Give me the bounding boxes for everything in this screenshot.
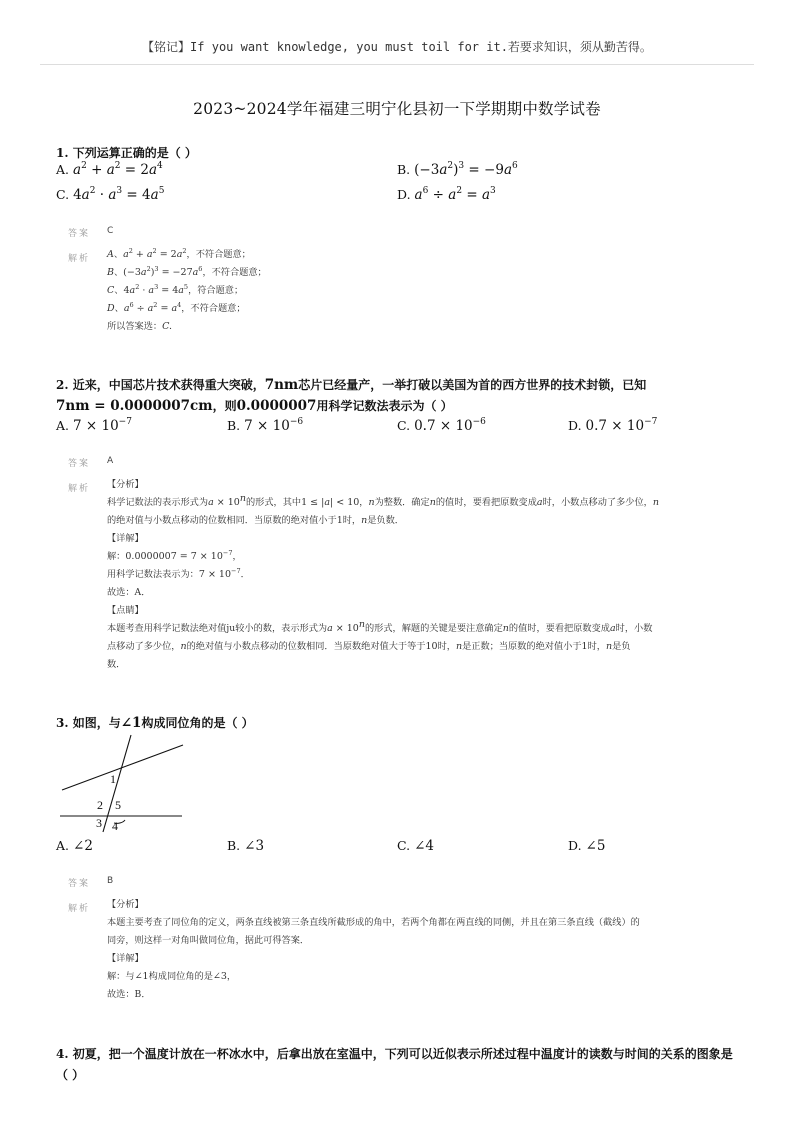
q3-analysis xyxy=(107,896,640,1004)
q2-analysis-para-1: 科学记数法的表示形式为$a \times 10^n$的形式，其中1 ≤ |a| < 10，n为整数．确定n的值时，要看把原数变成a时，小数点移动了多少位，n xyxy=(107,493,659,508)
question-3-stem: 3. 如图，与∠1构成同位角的是（ ） xyxy=(56,715,254,731)
q1-answer-value: C xyxy=(107,226,114,236)
q1-analysis-label: 解析 xyxy=(68,254,91,264)
q1-analysis xyxy=(107,246,267,336)
q3-option-d: D. ∠5 xyxy=(568,838,606,854)
q3-detail-line-1: 解：与∠1构成同位角的是∠3， xyxy=(107,971,237,982)
q2-answer-label: 答案 xyxy=(68,459,91,469)
q2-answer-value: A xyxy=(107,456,114,466)
question-4-stem-line-2: （ ） xyxy=(56,1068,85,1082)
q3-analysis-heading: 【分析】 xyxy=(107,899,144,910)
figure-label-3: 3 xyxy=(96,816,102,830)
figure-label-4: 4 xyxy=(112,819,118,833)
q1-option-c: C. $4a^2 \cdot a^3 = 4a^5$ xyxy=(56,186,165,203)
q3-answer-value: B xyxy=(107,876,114,886)
question-2-stem-line-1: 2. 近来，中国芯片技术获得重大突破，7nm芯片已经量产，一举打破以美国为首的西方世界的技术封锁，已知 xyxy=(56,377,647,393)
upper-line xyxy=(62,745,183,790)
q2-option-b: B. $7 \times 10^{-6}$ xyxy=(227,417,304,434)
q1-option-b: B. $(-3a^2)^3 = -9a^6$ xyxy=(397,161,518,178)
q1-answer-label: 答案 xyxy=(68,229,91,239)
q1-analysis-line-4: D、$a^6 \div a^2 = a^4$，不符合题意； xyxy=(107,301,246,314)
angle-figure xyxy=(56,728,196,838)
q2-analysis-heading: 【分析】 xyxy=(107,479,144,490)
q2-comment-line-1: 本题考查用科学记数法绝对值ju较小的数，表示形式为$a \times 10^n$的形式，解题的关键是要注意确定n的值时，要看把原数变成a时，小数 xyxy=(107,619,653,634)
figure-label-2: 2 xyxy=(97,798,103,812)
motto-header: 【铭记】If you want knowledge, you must toil for it.若要求知识，须从勤苦得。 xyxy=(142,40,652,54)
q2-analysis-para-2: 的绝对值与小数点移动的位数相同．当原数的绝对值小于1时，n是负数． xyxy=(107,515,404,526)
q2-option-a: A. $7 \times 10^{-7}$ xyxy=(56,417,132,434)
q2-detail-line-2: 用科学记数法表示为：$7 \times 10^{-7}$． xyxy=(107,567,250,580)
q2-detail-line-3: 故选：A． xyxy=(107,587,151,598)
q1-analysis-line-2: B、$(-3a^2)^3 = -27a^6$，不符合题意； xyxy=(107,265,267,278)
q2-detail-heading: 【详解】 xyxy=(107,533,144,544)
q2-option-c: C. $0.7 \times 10^{-6}$ xyxy=(397,417,486,434)
q1-analysis-line-3: C、$4a^2 \cdot a^3 = 4a^5$，符合题意； xyxy=(107,283,244,296)
q3-option-c: C. ∠4 xyxy=(397,838,434,854)
question-2-stem-line-2: 7nm = 0.0000007cm，则0.0000007用科学记数法表示为（ ） xyxy=(56,398,453,414)
q2-detail-line-1: 解：$0.0000007 = 7 \times 10^{-7}$， xyxy=(107,549,242,562)
q2-comment-heading: 【点睛】 xyxy=(107,605,144,616)
q1-analysis-line-1: A、$a^2 + a^2 = 2a^2$，不符合题意； xyxy=(107,247,251,260)
q2-comment-line-2: 点移动了多少位，n的绝对值与小数点移动的位数相同．当原数绝对值大于等于10时，n是正数；当原数的绝对值小于1时，n是负 xyxy=(107,641,631,652)
figure-label-5: 5 xyxy=(115,798,121,812)
q1-option-a: A. $a^2 + a^2 = 2a^4$ xyxy=(56,161,163,178)
q1-option-d: D. $a^6 \div a^2 = a^3$ xyxy=(397,186,496,203)
q3-detail-line-2: 故选：B． xyxy=(107,989,151,1000)
header-divider xyxy=(40,64,754,65)
q3-answer-label: 答案 xyxy=(68,879,91,889)
q1-analysis-line-5: 所以答案选：C. xyxy=(107,321,173,332)
q2-option-d: D. $0.7 \times 10^{-7}$ xyxy=(568,417,658,434)
q2-comment-line-3: 数． xyxy=(107,659,126,670)
q2-analysis-label: 解析 xyxy=(68,484,91,494)
page-title: 2023~2024学年福建三明宁化县初一下学期期中数学试卷 xyxy=(193,100,601,118)
q3-analysis-para-2: 同旁，则这样一对角叫做同位角，据此可得答案． xyxy=(107,935,310,946)
q3-option-b: B. ∠3 xyxy=(227,838,265,854)
transversal-line xyxy=(103,735,131,832)
question-4-stem-line-1: 4. 初夏，把一个温度计放在一杯冰水中，后拿出放在室温中，下列可以近似表示所述过程中温度计的读数与时间的关系的图象是 xyxy=(56,1047,733,1061)
q3-analysis-label: 解析 xyxy=(68,904,91,914)
q3-detail-heading: 【详解】 xyxy=(107,953,144,964)
q3-analysis-para-1: 本题主要考查了同位角的定义，两条直线被第三条直线所截形成的角中，若两个角都在两直线的同侧，并且在第三条直线（截线）的 xyxy=(107,917,640,928)
question-1-stem: 1. 下列运算正确的是（ ） xyxy=(56,146,197,160)
q3-option-a: A. ∠2 xyxy=(56,838,93,854)
q2-analysis xyxy=(107,476,659,674)
figure-label-1: 1 xyxy=(110,772,116,786)
